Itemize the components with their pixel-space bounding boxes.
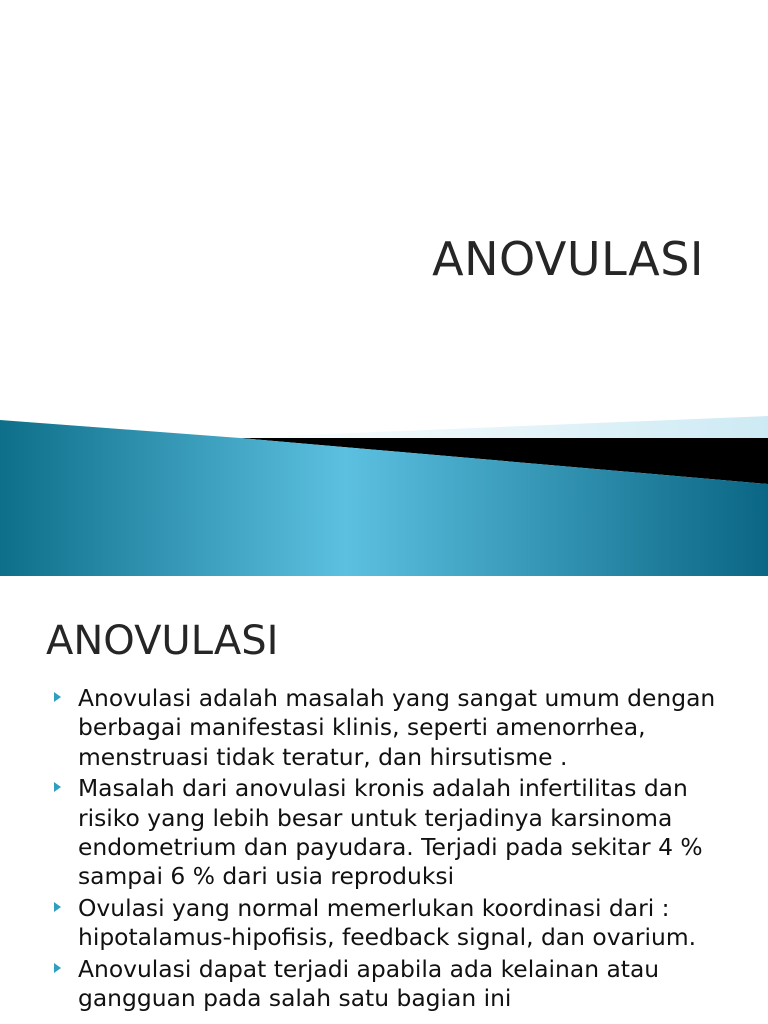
bullet-item [54,955,744,1014]
bullet-text: Anovulasi adalah masalah yang sangat umum dengan berbagai manifestasi klinis, seperti amenorrhea, menstruasi tidak teratur, dan hirsutisme . [78,684,716,771]
triangle-bullet-icon [54,692,61,702]
bullet-text: Ovulasi yang normal memerlukan koordinasi dari : hipotalamus-hipofisis, feedback signal, dan ovarium. [78,893,697,952]
bullet-text: Anovulasi dapat terjadi apabila ada kelainan atau gangguan pada salah satu bagian ini [78,954,660,1013]
content-slide [0,576,768,1024]
banner-pale-stripe [230,416,768,438]
bullet-item [54,684,744,772]
triangle-bullet-icon [54,902,61,912]
triangle-bullet-icon [54,963,61,973]
bullet-item [54,894,744,953]
slide-title: ANOVULASI [432,232,704,286]
content-slide-title: ANOVULASI [46,618,279,664]
triangle-bullet-icon [54,782,61,792]
bullet-text: Masalah dari anovulasi kronis adalah infertilitas dan risiko yang lebih besar untuk terjadinya karsinoma endometrium dan payudara. Terjadi pada sekitar 4 % sampai 6 % dari usia reproduksi [78,774,703,891]
bullet-list [54,684,744,1015]
bullet-item [54,774,744,892]
decorative-banner [0,410,768,576]
